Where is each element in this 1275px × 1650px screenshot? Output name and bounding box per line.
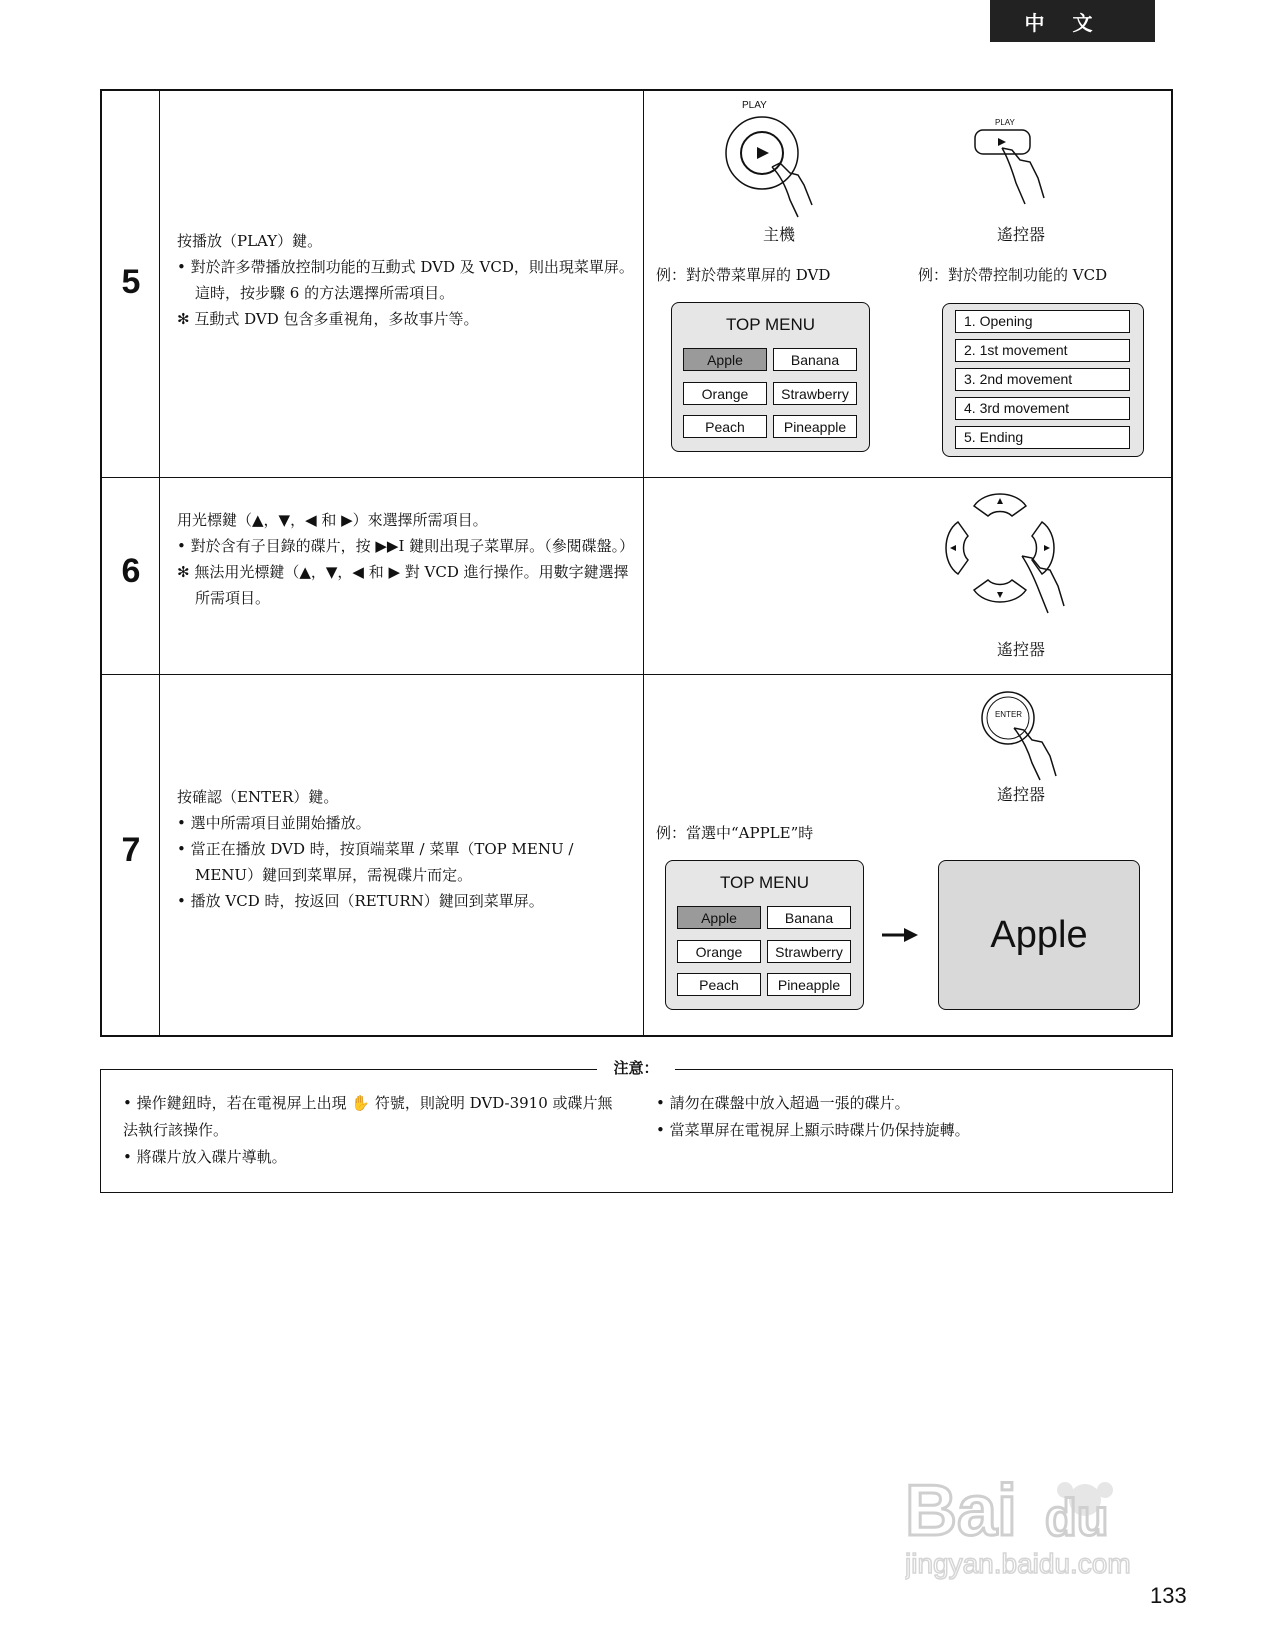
language-tab: 中文 (990, 0, 1155, 42)
notes-right (656, 1090, 1136, 1144)
step-line: • 選中所需項目並開始播放。 (177, 814, 371, 832)
menu-title: TOP MENU (725, 315, 816, 334)
note-item: • 將碟片放入碟片導軌。 (123, 1148, 287, 1166)
menu-item-strawberry: Strawberry (773, 382, 857, 405)
step-line: 用光標鍵（▲，▼，◀ 和 ▶）來選擇所需項目。 (177, 511, 488, 529)
vcd-item: 2. 1st movement (955, 339, 1130, 362)
note-item: • 當菜單屏在電視屏上顯示時碟片仍保持旋轉。 (656, 1121, 970, 1139)
note-item: • 請勿在碟盤中放入超過一張的碟片。 (656, 1094, 910, 1112)
row-divider (102, 674, 1171, 675)
vcd-menu-screen (942, 303, 1144, 457)
step-line: ✻ 互動式 DVD 包含多重視角，多故事片等。 (177, 310, 479, 328)
svg-text:Bai: Bai (905, 1471, 1018, 1551)
column-divider (643, 91, 644, 1035)
step-6-text (177, 507, 637, 611)
enter-label: ENTER (994, 710, 1023, 719)
page-number: 133 (1150, 1583, 1187, 1608)
playback-result-screen: Apple (938, 860, 1140, 1010)
menu-item-apple: Apple (677, 906, 761, 929)
step-line: 按確認（ENTER）鍵。 (177, 788, 339, 806)
step-number: 6 (121, 552, 141, 590)
menu-item-orange: Orange (677, 940, 761, 963)
menu-item-peach: Peach (683, 415, 767, 438)
svg-text:jingyan.baidu.com: jingyan.baidu.com (905, 1548, 1131, 1579)
step-line: • 對於許多帶播放控制功能的互動式 DVD 及 VCD，則出現菜單屏。這時，按步驟 6 的方法選擇所需項目。 (177, 258, 634, 302)
vcd-item: 1. Opening (955, 310, 1130, 333)
example-caption: 例：當選中“APPLE”時 (656, 824, 814, 842)
play-label: PLAY (742, 100, 767, 111)
step-number: 7 (121, 831, 141, 869)
play-label: PLAY (995, 118, 1015, 127)
vcd-item: 4. 3rd movement (955, 397, 1130, 420)
note-item: • 操作鍵鈕時，若在電視屏上出現 ✋ 符號，則說明 DVD-3910 或碟片無法執行該操作。 (123, 1094, 613, 1139)
step-line: 按播放（PLAY）鍵。 (177, 232, 323, 250)
vcd-item: 5. Ending (955, 426, 1130, 449)
step-line: • 當正在播放 DVD 時，按頂端菜單 / 菜單（TOP MENU / MENU）鍵回到菜單屏，需視碟片而定。 (177, 840, 574, 884)
step-line: ✻ 無法用光標鍵（▲，▼，◀ 和 ▶ 對 VCD 進行操作。用數字鍵選擇所需項目。 (177, 563, 629, 607)
arrow-right-icon (880, 925, 920, 945)
menu-item-strawberry: Strawberry (767, 940, 851, 963)
menu-title: TOP MENU (719, 873, 810, 892)
example-vcd-caption: 例：對於帶控制功能的 VCD (918, 266, 1108, 284)
step-line: • 播放 VCD 時，按返回（RETURN）鍵回到菜單屏。 (177, 892, 544, 910)
remote-caption: 遙控器 (997, 785, 1046, 804)
step-5-text (177, 228, 637, 332)
remote-play-button-icon (970, 128, 1080, 208)
top-menu-screen (665, 860, 864, 1010)
row-divider (102, 477, 1171, 478)
notes-left (123, 1090, 618, 1171)
menu-item-orange: Orange (683, 382, 767, 405)
menu-item-apple: Apple (683, 348, 767, 371)
menu-item-peach: Peach (677, 973, 761, 996)
enter-button-icon (978, 688, 1088, 783)
menu-item-banana: Banana (773, 348, 857, 371)
notes-title: 注意： (597, 1057, 675, 1078)
menu-item-pineapple: Pineapple (773, 415, 857, 438)
menu-item-banana: Banana (767, 906, 851, 929)
menu-item-pineapple: Pineapple (767, 973, 851, 996)
notes-box (100, 1069, 1173, 1193)
unit-caption: 主機 (763, 225, 796, 244)
step-7-text (177, 784, 637, 914)
step-line: • 對於含有子目錄的碟片，按 ▶▶I 鍵則出現子菜單屏。（參閱碟盤。） (177, 537, 635, 555)
unit-play-button-icon (720, 115, 840, 220)
remote-caption: 遙控器 (997, 225, 1046, 244)
remote-caption: 遙控器 (997, 640, 1046, 659)
example-dvd-caption: 例：對於帶菜單屏的 DVD (656, 266, 831, 284)
step-number: 5 (121, 263, 141, 301)
svg-text:du: du (1045, 1489, 1109, 1547)
top-menu-screen (671, 302, 870, 452)
vcd-item: 3. 2nd movement (955, 368, 1130, 391)
baidu-watermark-logo (905, 1450, 1195, 1580)
cursor-keys-icon (940, 488, 1100, 618)
